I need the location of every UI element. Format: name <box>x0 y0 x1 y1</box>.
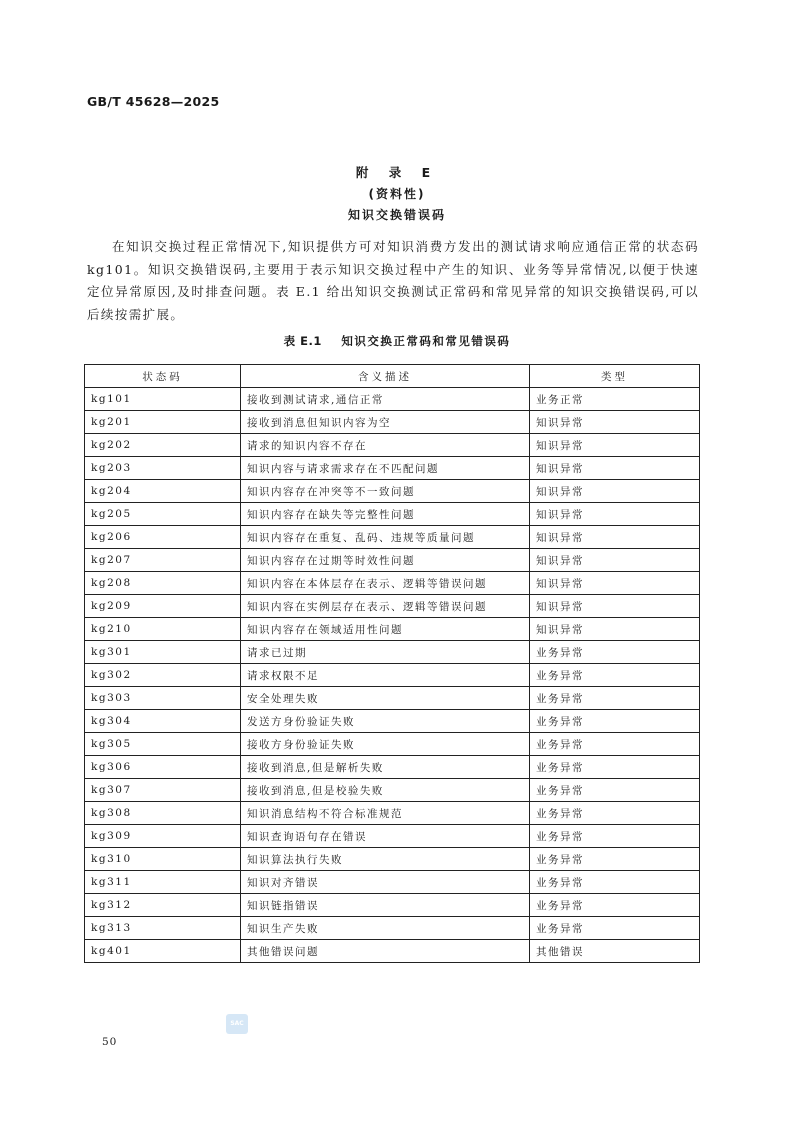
table-row <box>85 526 700 549</box>
cell-description: 知识内容在本体层存在表示、逻辑等错误问题 <box>241 572 530 595</box>
cell-status-code: kg204 <box>85 480 241 503</box>
cell-type: 业务异常 <box>530 871 700 894</box>
table-row <box>85 825 700 848</box>
cell-status-code: kg209 <box>85 595 241 618</box>
cell-description: 知识内容存在缺失等完整性问题 <box>241 503 530 526</box>
header-description: 含义描述 <box>241 365 530 388</box>
cell-type: 业务异常 <box>530 848 700 871</box>
watermark-logo: SAC <box>226 1014 248 1034</box>
table-row <box>85 411 700 434</box>
cell-status-code: kg309 <box>85 825 241 848</box>
cell-status-code: kg302 <box>85 664 241 687</box>
cell-status-code: kg401 <box>85 940 241 963</box>
header-type: 类型 <box>530 365 700 388</box>
cell-status-code: kg203 <box>85 457 241 480</box>
cell-description: 接收到消息,但是解析失败 <box>241 756 530 779</box>
cell-description: 安全处理失败 <box>241 687 530 710</box>
cell-status-code: kg313 <box>85 917 241 940</box>
cell-description: 知识生产失败 <box>241 917 530 940</box>
cell-description: 知识内容在实例层存在表示、逻辑等错误问题 <box>241 595 530 618</box>
cell-status-code: kg210 <box>85 618 241 641</box>
table-row <box>85 503 700 526</box>
header-status-code: 状态码 <box>85 365 241 388</box>
cell-status-code: kg303 <box>85 687 241 710</box>
table-row <box>85 779 700 802</box>
table-row <box>85 618 700 641</box>
cell-status-code: kg208 <box>85 572 241 595</box>
table-row <box>85 940 700 963</box>
table-row <box>85 871 700 894</box>
table-body <box>85 388 700 963</box>
cell-type: 知识异常 <box>530 526 700 549</box>
cell-status-code: kg202 <box>85 434 241 457</box>
cell-description: 知识算法执行失败 <box>241 848 530 871</box>
cell-type: 其他错误 <box>530 940 700 963</box>
table-row <box>85 802 700 825</box>
annex-title: 附 录 E <box>355 165 439 180</box>
cell-status-code: kg308 <box>85 802 241 825</box>
cell-type: 知识异常 <box>530 503 700 526</box>
table-row <box>85 687 700 710</box>
cell-type: 业务异常 <box>530 802 700 825</box>
cell-description: 接收到消息,但是校验失败 <box>241 779 530 802</box>
cell-type: 业务异常 <box>530 825 700 848</box>
table-row <box>85 917 700 940</box>
cell-description: 知识内容与请求需求存在不匹配问题 <box>241 457 530 480</box>
table-row <box>85 664 700 687</box>
cell-status-code: kg307 <box>85 779 241 802</box>
cell-description: 知识内容存在重复、乱码、违规等质量问题 <box>241 526 530 549</box>
table-caption-title: 知识交换正常码和常见错误码 <box>341 334 511 348</box>
cell-status-code: kg306 <box>85 756 241 779</box>
cell-status-code: kg205 <box>85 503 241 526</box>
cell-type: 知识异常 <box>530 572 700 595</box>
cell-description: 知识内容存在过期等时效性问题 <box>241 549 530 572</box>
cell-description: 知识内容存在冲突等不一致问题 <box>241 480 530 503</box>
table-row <box>85 388 700 411</box>
cell-status-code: kg311 <box>85 871 241 894</box>
cell-type: 知识异常 <box>530 480 700 503</box>
table-row <box>85 595 700 618</box>
cell-description: 请求已过期 <box>241 641 530 664</box>
table-row <box>85 756 700 779</box>
page-number: 50 <box>102 1036 118 1048</box>
cell-status-code: kg301 <box>85 641 241 664</box>
cell-status-code: kg312 <box>85 894 241 917</box>
table-row <box>85 480 700 503</box>
cell-type: 知识异常 <box>530 618 700 641</box>
cell-type: 业务正常 <box>530 388 700 411</box>
cell-type: 业务异常 <box>530 710 700 733</box>
table-row <box>85 733 700 756</box>
cell-type: 业务异常 <box>530 894 700 917</box>
cell-description: 知识查询语句存在错误 <box>241 825 530 848</box>
standard-number: GB/T 45628—2025 <box>87 94 220 109</box>
cell-type: 业务异常 <box>530 756 700 779</box>
cell-description: 请求的知识内容不存在 <box>241 434 530 457</box>
table-caption <box>0 333 794 349</box>
cell-description: 其他错误问题 <box>241 940 530 963</box>
table-caption-number: 表 E.1 <box>283 334 322 348</box>
annex-name: 知识交换错误码 <box>347 208 446 222</box>
cell-type: 业务异常 <box>530 641 700 664</box>
cell-description: 请求权限不足 <box>241 664 530 687</box>
error-code-table <box>84 364 700 963</box>
cell-description: 知识消息结构不符合标准规范 <box>241 802 530 825</box>
cell-description: 知识对齐错误 <box>241 871 530 894</box>
cell-type: 知识异常 <box>530 411 700 434</box>
cell-description: 接收方身份验证失败 <box>241 733 530 756</box>
cell-description: 知识链指错误 <box>241 894 530 917</box>
table-row <box>85 549 700 572</box>
cell-type: 业务异常 <box>530 733 700 756</box>
table-row <box>85 457 700 480</box>
cell-description: 接收到测试请求,通信正常 <box>241 388 530 411</box>
cell-description: 发送方身份验证失败 <box>241 710 530 733</box>
cell-status-code: kg310 <box>85 848 241 871</box>
cell-status-code: kg207 <box>85 549 241 572</box>
cell-type: 知识异常 <box>530 434 700 457</box>
cell-status-code: kg201 <box>85 411 241 434</box>
cell-type: 业务异常 <box>530 917 700 940</box>
cell-status-code: kg101 <box>85 388 241 411</box>
cell-status-code: kg206 <box>85 526 241 549</box>
cell-status-code: kg305 <box>85 733 241 756</box>
cell-type: 业务异常 <box>530 664 700 687</box>
cell-type: 知识异常 <box>530 595 700 618</box>
table-row <box>85 710 700 733</box>
table-row <box>85 434 700 457</box>
cell-description: 接收到消息但知识内容为空 <box>241 411 530 434</box>
annex-nature: (资料性) <box>368 187 426 201</box>
cell-status-code: kg304 <box>85 710 241 733</box>
intro-paragraph: 在知识交换过程正常情况下,知识提供方可对知识消费方发出的测试请求响应通信正常的状态码kg101。知识交换错误码,主要用于表示知识交换过程中产生的知识、业务等异常情况,以便于快速定位异常原因,及时排查问题。表 E.1 给出知识交换测试正常码和常见异常的知识交换错误码,可以后续按需扩展。 <box>87 239 699 322</box>
cell-type: 业务异常 <box>530 687 700 710</box>
table-row <box>85 894 700 917</box>
table-row <box>85 572 700 595</box>
cell-description: 知识内容存在领域适用性问题 <box>241 618 530 641</box>
cell-type: 知识异常 <box>530 457 700 480</box>
table-row <box>85 848 700 871</box>
cell-type: 知识异常 <box>530 549 700 572</box>
table-header-row <box>85 365 700 388</box>
table-row <box>85 641 700 664</box>
cell-type: 业务异常 <box>530 779 700 802</box>
